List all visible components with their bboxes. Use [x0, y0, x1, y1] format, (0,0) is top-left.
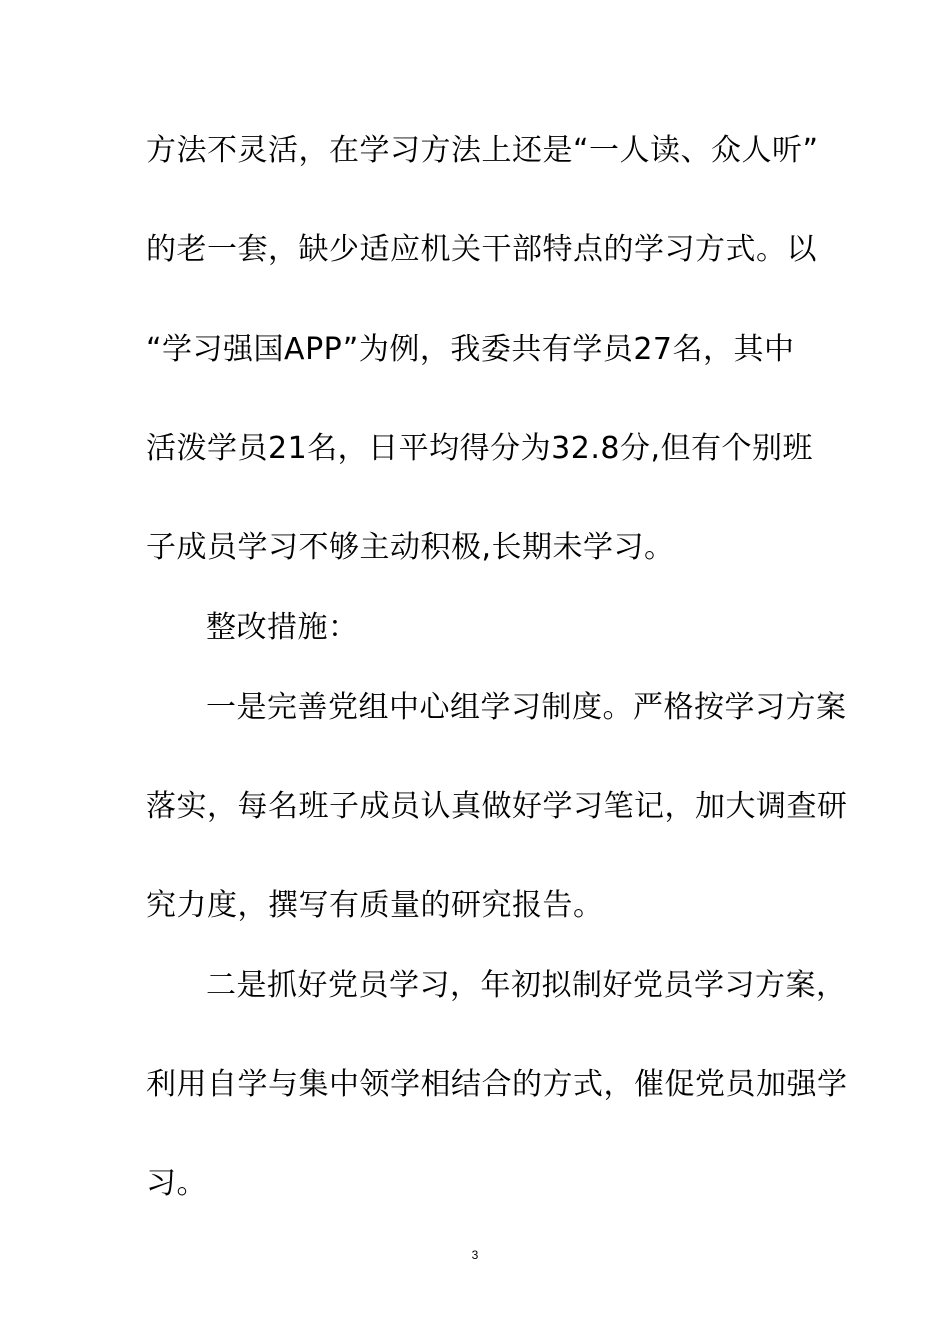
body-text-line: 落实，每名班子成员认真做好学习笔记，加大调查研	[146, 789, 848, 824]
body-text-line: 方法不灵活，在学习方法上还是“一人读、众人听”	[146, 133, 819, 168]
section-heading: 整改措施：	[206, 610, 359, 645]
body-text-line: 二是抓好党员学习，年初拟制好党员学习方案，	[206, 968, 847, 1003]
body-text-line: 子成员学习不够主动积极,长期未学习。	[146, 530, 675, 565]
body-text-line: 利用自学与集中领学相结合的方式，催促党员加强学	[146, 1067, 848, 1102]
page-number: 3	[471, 1248, 479, 1262]
body-text-line: 究力度，撰写有质量的研究报告。	[146, 888, 604, 923]
body-text-line: 活泼学员21名，日平均得分为32.8分,但有个别班	[146, 431, 814, 466]
body-text-line: 的老一套，缺少适应机关干部特点的学习方式。以	[146, 232, 817, 267]
body-text-line: “学习强国APP”为例，我委共有学员27名，其中	[146, 332, 795, 367]
body-text-line: 习。	[146, 1166, 207, 1201]
body-text-line: 一是完善党组中心组学习制度。严格按学习方案	[206, 690, 847, 725]
